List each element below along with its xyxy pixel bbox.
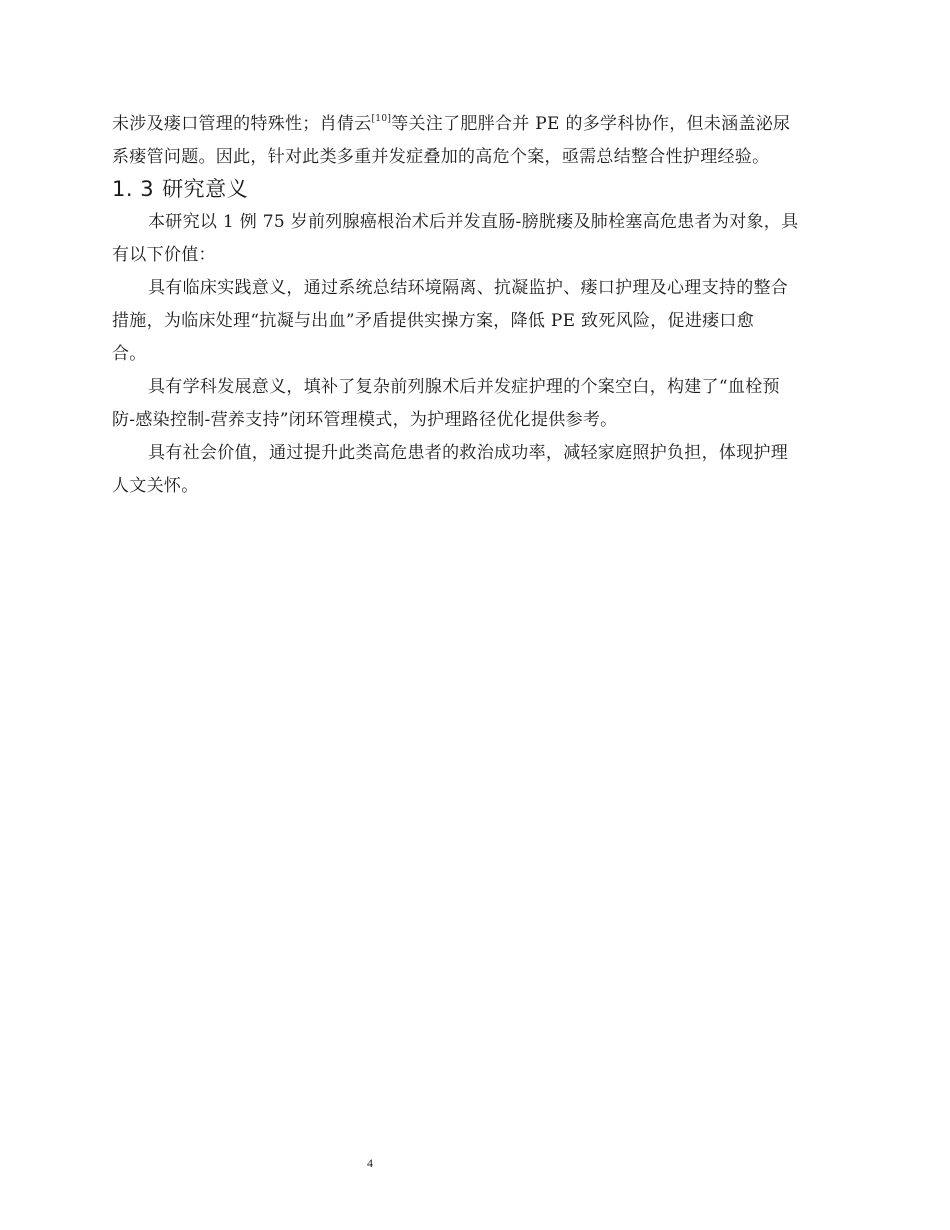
- paragraph-line: 有以下价值：: [112, 245, 216, 265]
- paragraph-line: 具有临床实践意义，通过系统总结环境隔离、抗凝监护、瘘口护理及心理支持的整合: [148, 278, 789, 298]
- paragraph-line: 具有社会价值，通过提升此类高危患者的救治成功率，减轻家庭照护负担，体现护理: [148, 443, 789, 463]
- paragraph-line: 人文关怀。: [112, 476, 199, 496]
- paragraph-line: 具有学科发展意义，填补了复杂前列腺术后并发症护理的个案空白，构建了“血栓预: [148, 377, 780, 397]
- paragraph-line: 合。: [112, 344, 147, 364]
- intro-text-after-citation: 等关注了肥胖合并 PE 的多学科协作，但未涵盖泌尿: [391, 114, 791, 134]
- intro-line-1: [112, 108, 842, 141]
- paragraph-clinical-significance: [112, 272, 842, 371]
- paragraph-line: 防-感染控制-营养支持”闭环管理模式，为护理路径优化提供参考。: [112, 410, 618, 430]
- page-number: 4: [367, 1156, 373, 1170]
- paragraph-line: 措施，为临床处理“抗凝与出血”矛盾提供实操方案，降低 PE 致死风险，促进瘘口愈: [112, 311, 755, 331]
- page-content: [112, 108, 842, 503]
- citation-reference: [10]: [371, 114, 392, 124]
- section-heading: [112, 174, 842, 204]
- paragraph-line: 本研究以 1 例 75 岁前列腺癌根治术后并发直肠-膀胱瘘及肺栓塞高危患者为对象，具: [148, 212, 799, 232]
- section-number: 1. 3: [112, 177, 155, 201]
- intro-paragraph: [112, 108, 842, 174]
- section-title: 研究意义: [162, 177, 249, 201]
- intro-text-before-citation: 未涉及瘘口管理的特殊性；肖倩云: [112, 114, 372, 134]
- paragraph-discipline-significance: [112, 371, 842, 437]
- paragraph-research-object: [112, 206, 842, 272]
- intro-line-2: 系瘘管问题。因此，针对此类多重并发症叠加的高危个案，亟需总结整合性护理经验。: [112, 147, 770, 167]
- paragraph-social-value: [112, 437, 842, 503]
